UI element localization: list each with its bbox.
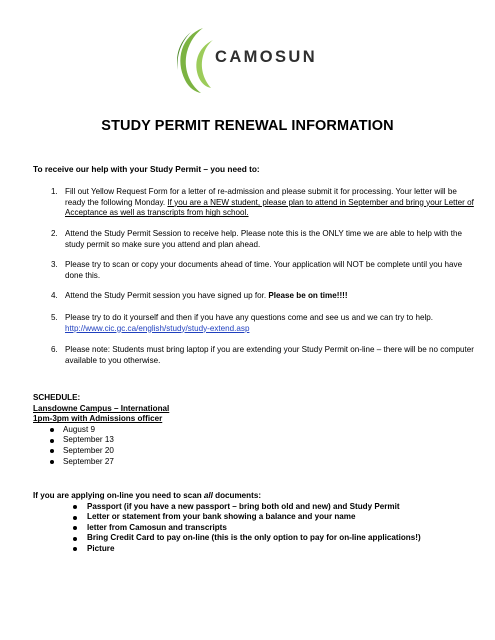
logo-wordmark: CAMOSUN: [215, 48, 318, 66]
bullet-icon: [50, 428, 54, 432]
document-item: Bring Credit Card to pay on-line (this is the only option to pay for on-line applications!): [87, 533, 421, 543]
document-item: Letter or statement from your bank showing a balance and your name: [87, 512, 356, 522]
list-item: [33, 523, 473, 534]
bullet-icon: [50, 449, 54, 453]
schedule-date: September 13: [63, 435, 114, 445]
online-section: [33, 491, 473, 555]
step-5-text: Please try to do it yourself and then if you have any questions come and see us and we can try to help.: [65, 313, 434, 322]
bullet-icon: [50, 439, 54, 443]
schedule-date: September 20: [63, 445, 114, 455]
document-item: letter from Camosun and transcripts: [87, 522, 227, 532]
list-item: [33, 502, 473, 513]
online-heading-text-end: documents:: [212, 491, 262, 500]
schedule-time: 1pm-3pm with Admissions officer: [33, 414, 163, 424]
document-item: Picture: [87, 543, 115, 553]
bullet-icon: [73, 505, 77, 509]
schedule-location: Lansdowne Campus – International: [33, 403, 170, 413]
step-text: [65, 313, 477, 334]
online-heading-emphasis: all: [203, 491, 213, 500]
list-item: [33, 544, 473, 555]
bullet-icon: [73, 547, 77, 551]
step-text: [65, 187, 477, 219]
step-2-text: Attend the Study Permit Session to receive help. Please note this is the ONLY time we are able to help with the study permit so make sure you attend and plan ahead.: [65, 229, 462, 249]
document-item: Passport (if you have a new passport – bring both old and new) and Study Permit: [87, 501, 400, 511]
step-text: [65, 291, 477, 302]
step-number: 1.: [51, 187, 58, 196]
step-3-text: Please try to scan or copy your documents ahead of time. Your application will NOT be complete until you have done this.: [65, 260, 463, 280]
bullet-icon: [73, 516, 77, 520]
list-item: [33, 457, 333, 468]
bullet-icon: [73, 526, 77, 530]
intro-text: To receive our help with your Study Permit – you need to:: [33, 164, 260, 174]
page-title: STUDY PERMIT RENEWAL INFORMATION: [101, 118, 394, 134]
step-1-text: Fill out Yellow Request Form for a letter of re-admission and please submit it for processing. Your letter will be ready the following Monday.: [65, 187, 457, 207]
schedule-heading: SCHEDULE:: [33, 393, 81, 402]
online-heading-text: If you are applying on-line you need to scan: [33, 491, 204, 500]
step-1-underlined-text: If you are a NEW student, please plan to attend in September and bring your Letter of Acceptance as well as transcripts from high school.: [65, 197, 474, 218]
bullet-icon: [50, 460, 54, 464]
camosun-logo: [173, 26, 333, 94]
schedule-date: September 27: [63, 456, 114, 466]
list-item: [33, 512, 473, 523]
camosun-swoosh-icon: [173, 26, 219, 94]
step-number: 2.: [51, 229, 58, 238]
list-item: [33, 533, 473, 544]
step-number: 3.: [51, 260, 58, 269]
step-number: 4.: [51, 291, 58, 300]
list-item: [33, 446, 333, 457]
step-4-text: Attend the Study Permit session you have signed up for.: [65, 291, 269, 300]
step-number: 5.: [51, 313, 58, 322]
list-item: [33, 425, 333, 436]
online-documents-list: [33, 502, 473, 555]
step-6-text: Please note: Students must bring laptop if you are extending your Study Permit on-line – there will be no computer available to you otherwise.: [65, 345, 474, 365]
schedule-dates: [33, 425, 333, 467]
step-4-bold-text: Please be on time!!!!: [268, 291, 348, 300]
online-heading: [33, 491, 473, 502]
bullet-icon: [73, 537, 77, 541]
list-item: [33, 435, 333, 446]
schedule-section: [33, 393, 333, 467]
schedule-date: August 9: [63, 424, 95, 434]
step-number: 6.: [51, 345, 58, 354]
cic-study-extend-link[interactable]: http://www.cic.gc.ca/english/study/study-extend.asp: [65, 323, 250, 333]
